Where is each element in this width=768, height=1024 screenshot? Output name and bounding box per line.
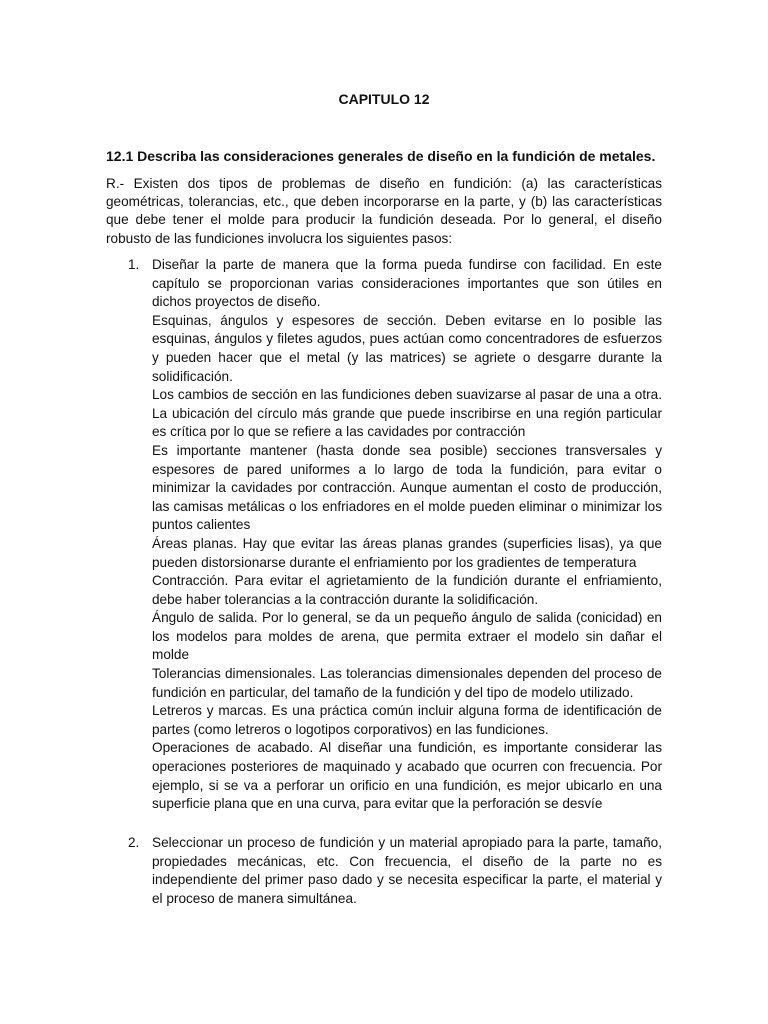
list-item-body — [152, 256, 662, 814]
paragraph: Contracción. Para evitar el agrietamiento de la fundición durante el enfriamiento, debe haber tolerancias a la contracción durante la solidificación. — [152, 573, 662, 607]
list-item — [106, 256, 662, 814]
chapter-title: CAPITULO 12 — [338, 91, 430, 107]
list-item — [106, 834, 662, 908]
paragraph: Diseñar la parte de manera que la forma pueda fundirse con facilidad. En este capítulo se proporcionan varias consideraciones importantes que son útiles en dichos proyectos de diseño. — [152, 257, 662, 310]
paragraph: Esquinas, ángulos y espesores de sección. Deben evitarse en lo posible las esquinas, ángulos y filetes agudos, pues actúan como concentradores de esfuerzos y pueden hacer que el metal (y las matrices) se agriete o desgarre durante la solidificación. — [152, 312, 662, 384]
list-item-body — [152, 834, 662, 908]
paragraph: Áreas planas. Hay que evitar las áreas planas grandes (superficies lisas), ya que pueden distorsionarse durante el enfriamiento por los gradientes de temperatura — [152, 535, 662, 570]
paragraph: Es importante mantener (hasta donde sea posible) secciones transversales y espesores de pared uniformes a lo largo de toda la fundición, para evitar o minimizar la cavidades por contracción. Aunque aumentan el costo de producción, las camisas metálicas o los enfriadores en el molde pueden eliminar o minimizar los puntos calientes — [152, 442, 662, 533]
paragraph: Operaciones de acabado. Al diseñar una fundición, es importante considerar las operaciones posteriores de maquinado y acabado que ocurren con frecuencia. Por ejemplo, si se va a perforar un orificio en una fundición, es mejor ubicarlo en una superficie plana que en una curva, para evitar que la perforación se desvíe — [152, 740, 662, 812]
paragraph: Los cambios de sección en las fundiciones deben suavizarse al pasar de una a otra. La ubicación del círculo más grande que puede inscribirse en una región particular es crítica por lo que se refiere a las cavidades por contracción — [152, 387, 662, 440]
paragraph: Seleccionar un proceso de fundición y un material apropiado para la parte, tamaño, propiedades mecánicas, etc. Con frecuencia, el diseño de la parte no es independiente del primer paso dado y se necesita especificar la parte, el material y el proceso de manera simultánea. — [152, 835, 662, 906]
list-number: 2. — [128, 835, 140, 850]
question-heading: 12.1 Describa las consideraciones generales de diseño en la fundición de metales. — [106, 148, 656, 164]
paragraph: Ángulo de salida. Por lo general, se da un pequeño ángulo de salida (conicidad) en los modelos para moldes de arena, que permita extraer el modelo sin dañar el molde — [152, 610, 662, 663]
paragraph: Letreros y marcas. Es una práctica común incluir alguna forma de identificación de partes (como letreros o logotipos corporativos) en las fundiciones. — [152, 703, 662, 737]
list-number: 1. — [128, 257, 140, 272]
paragraph: Tolerancias dimensionales. Las tolerancias dimensionales dependen del proceso de fundición en particular, del tamaño de la fundición y del tipo de modelo utilizado. — [152, 666, 662, 700]
intro-paragraph: R.- Existen dos tipos de problemas de diseño en fundición: (a) las características geométricas, tolerancias, etc., que deben incorporarse en la parte, y (b) las características que debe tener el molde para producir la fundición deseada. Por lo general, el diseño robusto de las fundiciones involucra los siguientes pasos: — [106, 176, 662, 246]
